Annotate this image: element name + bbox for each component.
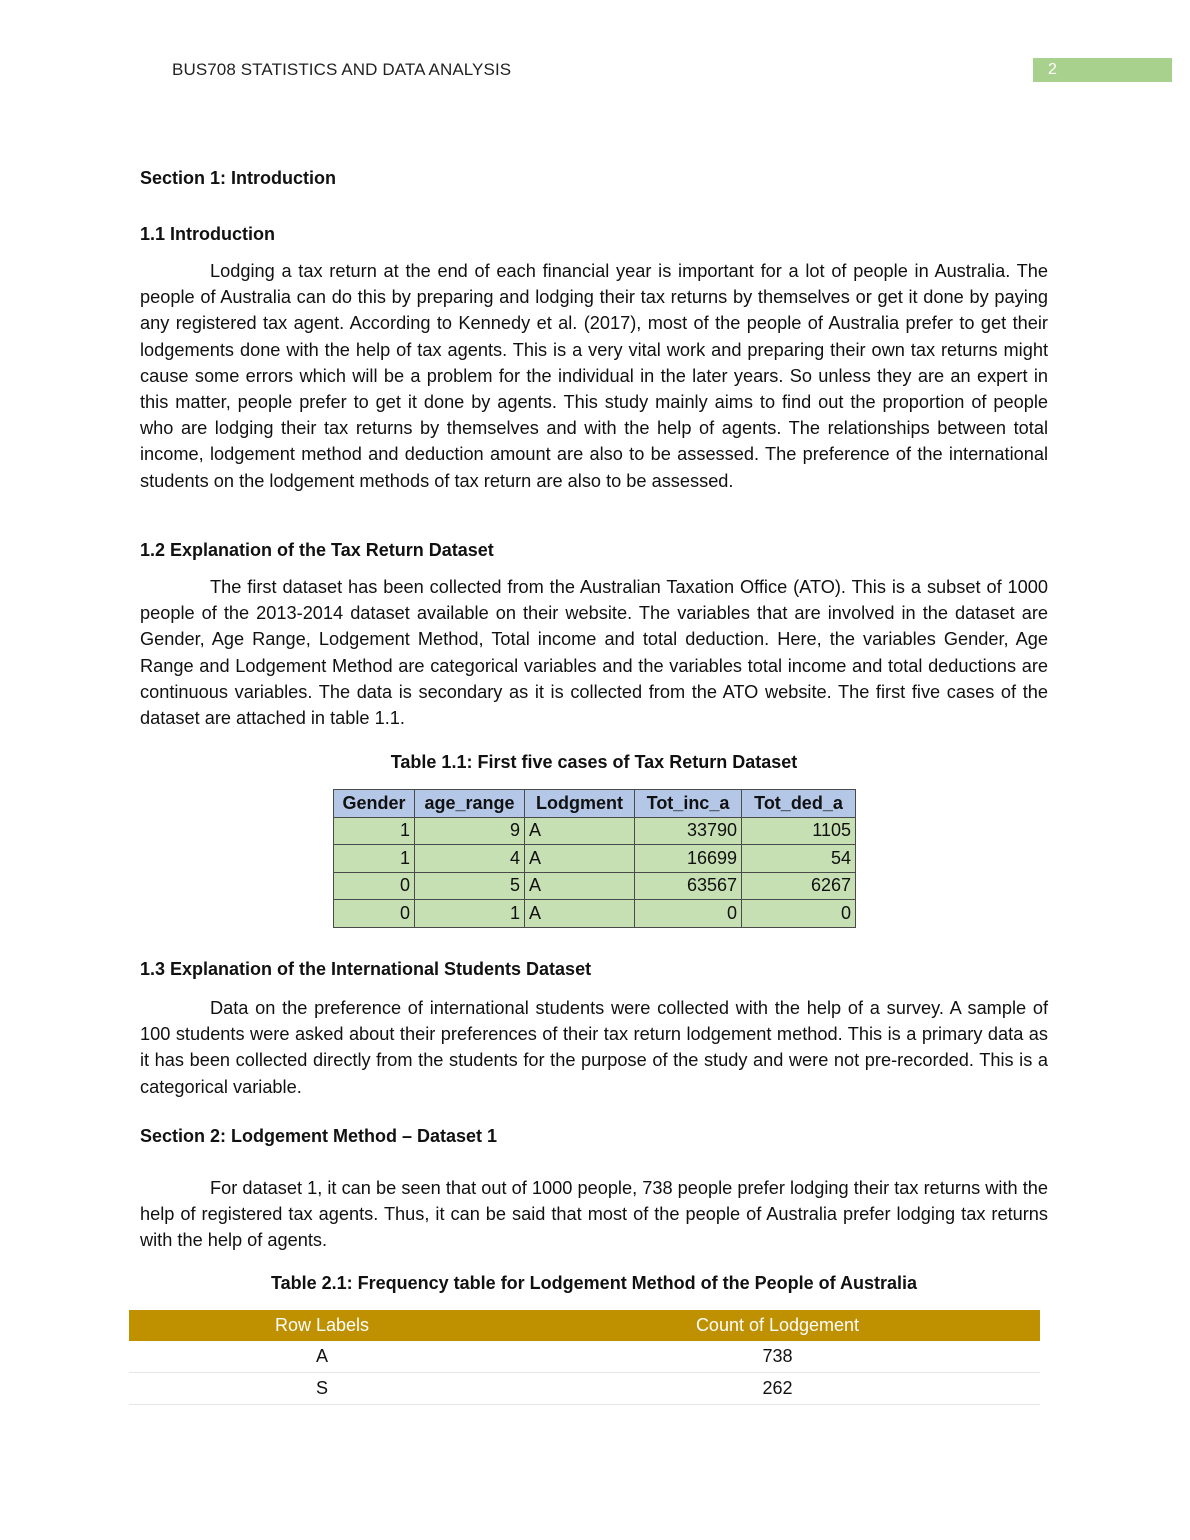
table-1-1-caption: Table 1.1: First five cases of Tax Return Dataset <box>390 752 798 772</box>
table-cell: 1 <box>334 817 415 845</box>
section-2-heading: Section 2: Lodgement Method – Dataset 1 <box>140 1126 498 1146</box>
section-2-paragraph: For dataset 1, it can be seen that out of 1000 people, 738 people prefer lodging their tax returns with the help of registered tax agents. Thus, it can be said that most of the people of Australia prefer lodging tax returns with the help of agents. <box>140 1178 1048 1251</box>
table-cell: 63567 <box>635 872 742 900</box>
table-cell: A <box>525 872 635 900</box>
table-cell: A <box>525 900 635 928</box>
intro-heading: 1.1 Introduction <box>140 224 275 244</box>
column-header: Count of Lodgement <box>515 1310 1040 1341</box>
table-row <box>129 1341 1040 1373</box>
table-cell: 0 <box>334 900 415 928</box>
column-header: Tot_inc_a <box>635 790 742 818</box>
table-cell: 4 <box>415 845 525 873</box>
table-row <box>129 1373 1040 1405</box>
column-header: Lodgment <box>525 790 635 818</box>
column-header: Tot_ded_a <box>742 790 856 818</box>
table-row <box>334 900 856 928</box>
tax-dataset-paragraph: The first dataset has been collected from the Australian Taxation Office (ATO). This is a subset of 1000 people of the 2013-2014 dataset available on their website. The variables that are involved in the dataset are Gender, Age Range, Lodgement Method, Total income and total deduction. Here, the variables Gender, Age Range and Lodgement Method are categorical variables and the variables total income and total deductions are continuous variables. The data is secondary as it is collected from the ATO website. The first five cases of the dataset are attached in table 1.1. <box>140 577 1048 729</box>
tax-return-table <box>333 789 856 928</box>
table-cell: 5 <box>415 872 525 900</box>
table-row <box>334 872 856 900</box>
table-cell: 1 <box>415 900 525 928</box>
table-cell: 262 <box>515 1373 1040 1405</box>
column-header: Gender <box>334 790 415 818</box>
page-number: 2 <box>1033 58 1172 82</box>
table-cell: 33790 <box>635 817 742 845</box>
intl-dataset-paragraph: Data on the preference of international students were collected with the help of a survey. A sample of 100 students were asked about their preferences of their tax return lodgement method. This is a primary data as it has been collected directly from the students for the purpose of the study and were not pre-recorded. This is a categorical variable. <box>140 998 1048 1097</box>
column-header: age_range <box>415 790 525 818</box>
table-cell: 1 <box>334 845 415 873</box>
intl-dataset-heading: 1.3 Explanation of the International Students Dataset <box>140 959 592 979</box>
table-header-row <box>334 790 856 818</box>
table-cell: S <box>129 1373 515 1405</box>
table-row <box>334 817 856 845</box>
intro-paragraph: Lodging a tax return at the end of each financial year is important for a lot of people in Australia. The people of Australia can do this by preparing and lodging their tax returns by themselves or get it done by paying any registered tax agent. According to Kennedy et al. (2017), most of the people of Australia prefer to get their lodgements done with the help of tax agents. This is a very vital work and preparing their own tax returns might cause some errors which will be a problem for the individual in the later years. So unless they are an expert in this matter, people prefer to get it done by agents. This study mainly aims to find out the proportion of people who are lodging their tax returns by themselves and with the help of agents. The relationships between total income, lodgement method and deduction amount are also to be assessed. The preference of the international students on the lodgement methods of tax return are also to be assessed. <box>140 261 1048 491</box>
column-header: Row Labels <box>129 1310 515 1341</box>
table-cell: 0 <box>635 900 742 928</box>
table-row <box>334 845 856 873</box>
table-2-1-caption: Table 2.1: Frequency table for Lodgement Method of the People of Australia <box>270 1273 918 1293</box>
tax-dataset-heading: 1.2 Explanation of the Tax Return Dataset <box>140 540 494 560</box>
table-cell: 738 <box>515 1341 1040 1373</box>
table-cell: A <box>129 1341 515 1373</box>
section-1-heading: Section 1: Introduction <box>140 168 336 188</box>
lodgement-frequency-table <box>129 1310 1040 1405</box>
table-cell: 6267 <box>742 872 856 900</box>
table-cell: 54 <box>742 845 856 873</box>
table-cell: A <box>525 817 635 845</box>
table-header-row <box>129 1310 1040 1341</box>
table-cell: 0 <box>742 900 856 928</box>
table-cell: A <box>525 845 635 873</box>
table-cell: 9 <box>415 817 525 845</box>
header-title: BUS708 STATISTICS AND DATA ANALYSIS <box>172 60 512 79</box>
table-cell: 1105 <box>742 817 856 845</box>
table-cell: 0 <box>334 872 415 900</box>
table-cell: 16699 <box>635 845 742 873</box>
